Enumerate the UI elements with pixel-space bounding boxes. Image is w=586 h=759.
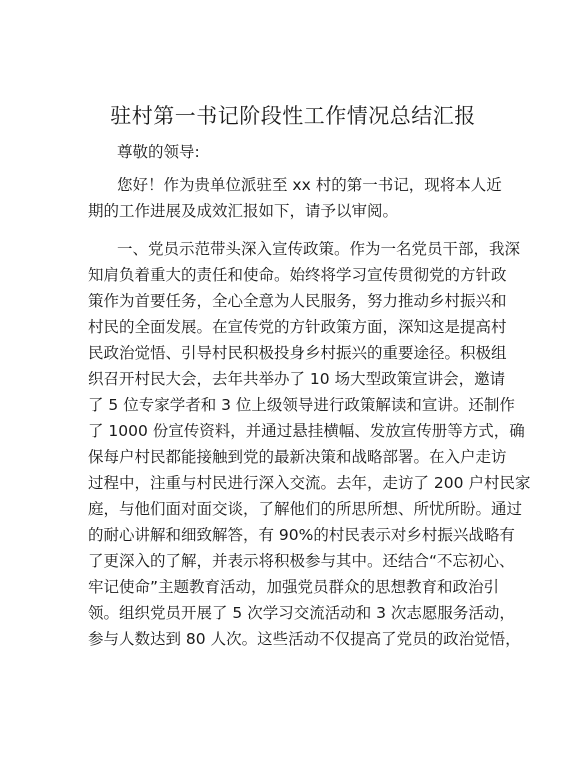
- paragraph-line: 了更深入的了解，并表示将积极参与其中。还结合“不忘初心、: [88, 552, 515, 570]
- paragraph-line: 了 5 位专家学者和 3 位上级领导进行政策解读和宣讲。还制作: [88, 396, 515, 414]
- paragraph-line: 牢记使命”主题教育活动，加强党员群众的思想教育和政治引: [88, 578, 500, 596]
- paragraph-line: 的耐心讲解和细致解答，有 90%的村民表示对乡村振兴战略有: [88, 526, 515, 544]
- paragraph-line: 领。组织党员开展了 5 次学习交流活动和 3 次志愿服务活动，: [88, 604, 515, 622]
- paragraph-line: 一、党员示范带头深入宣传政策。作为一名党员干部，我深: [117, 240, 521, 258]
- paragraph-line: 庭，与他们面对面交谈，了解他们的所思所想、所忧所盼。通过: [88, 500, 523, 518]
- paragraph-line: 知肩负着重大的责任和使命。始终将学习宣传贯彻党的方针政: [88, 266, 507, 284]
- paragraph-line: 了 1000 份宣传资料，并通过悬挂横幅、发放宣传册等方式，确: [88, 422, 525, 440]
- paragraph-line: 织召开村民大会，去年共举办了 10 场大型政策宣讲会，邀请: [88, 370, 506, 388]
- paragraph-line: 期的工作进展及成效汇报如下，请予以审阅。: [88, 202, 399, 220]
- paragraph-line: 策作为首要任务，全心全意为人民服务，努力推动乡村振兴和: [88, 292, 507, 310]
- paragraph-line: 保每户村民都能接触到党的最新决策和战略部署。在入户走访: [88, 448, 507, 466]
- paragraph-line: 过程中，注重与村民进行深入交流。去年，走访了 200 户村民家: [88, 474, 531, 492]
- document-title: 驻村第一书记阶段性工作情况总结汇报: [110, 104, 476, 128]
- paragraph-line: 参与人数达到 80 人次。这些活动不仅提高了党员的政治觉悟，: [88, 630, 521, 648]
- paragraph-greeting: [88, 172, 502, 224]
- paragraph-section-one: [88, 236, 531, 652]
- salutation: 尊敬的领导:: [117, 143, 200, 161]
- paragraph-line: 村民的全面发展。在宣传党的方针政策方面，深知这是提高村: [88, 318, 507, 336]
- paragraph-line: 您好！作为贵单位派驻至 xx 村的第一书记，现将本人近: [117, 176, 502, 194]
- paragraph-line: 民政治觉悟、引导村民积极投身乡村振兴的重要途径。积极组: [88, 344, 507, 362]
